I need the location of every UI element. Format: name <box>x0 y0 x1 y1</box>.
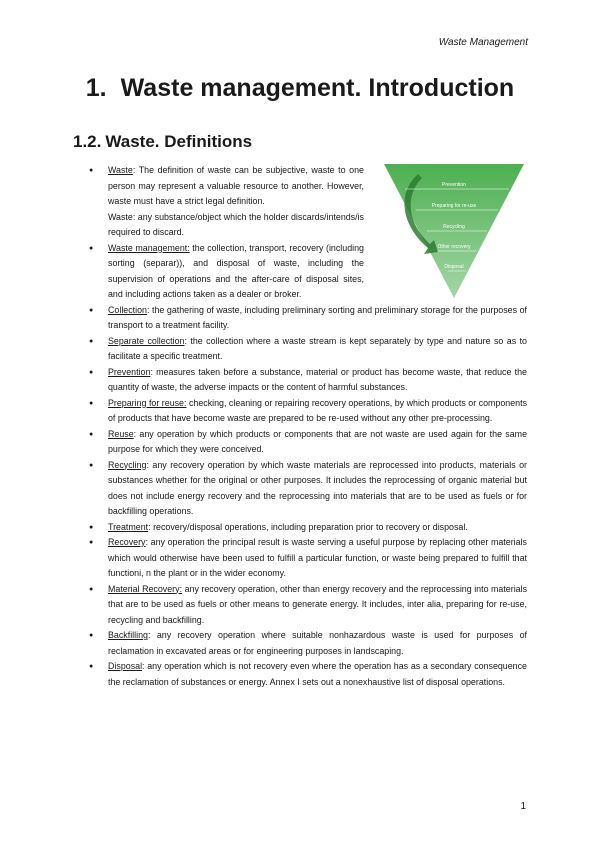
definition-term: Preparing for reuse: <box>108 397 187 408</box>
chapter-number: 1. <box>85 74 107 102</box>
definition-term: Material Recovery: <box>108 583 183 594</box>
definition-text: the collection where a waste stream is kept separately by type and nature so as to facilitate a specific treatment. <box>108 335 527 361</box>
definition-item <box>89 582 527 629</box>
hierarchy-level-label: Disposal <box>444 264 464 270</box>
definition-item <box>89 458 527 520</box>
hierarchy-level-label: Prevention <box>442 182 466 188</box>
section-heading-text: Waste. Definitions <box>105 132 253 151</box>
section-number: 1.2. <box>73 132 102 151</box>
definition-extra: Waste: any substance/object which the holder discards/intends/is required to discard. <box>108 211 364 237</box>
definition-item <box>89 396 527 427</box>
page-number: 1 <box>520 801 526 812</box>
definition-separator: : <box>146 459 153 470</box>
running-header: Waste Management <box>438 37 528 48</box>
definition-separator: : <box>148 521 154 532</box>
definition-separator: : <box>133 428 140 439</box>
definition-term: Backfilling <box>108 630 148 640</box>
definition-text: measures taken before a substance, material or product has become waste, that reduce the quantity of waste, the adverse impacts or the content of harmful substances. <box>108 366 527 392</box>
definition-separator: : <box>146 304 152 315</box>
definition-item <box>89 163 364 241</box>
definition-text: any operation by which products or components that are not waste are used again for the same purpose for which they were conceived. <box>108 428 528 454</box>
definition-item <box>89 628 527 659</box>
definition-text: any recovery operation where suitable nonhazardous waste is used for purposes of reclamation in excavated areas or for engineering purposes in landscaping. <box>108 630 527 656</box>
chapter-title <box>0 74 600 103</box>
definition-separator: : <box>142 661 148 671</box>
section-heading <box>73 132 252 152</box>
definition-term: Waste management: <box>108 242 190 253</box>
definition-separator: : <box>147 630 157 640</box>
definition-item <box>89 427 527 458</box>
definition-text: any operation the principal result is waste serving a useful purpose by replacing other materials which would otherwise have been used to fulfill a particular function, or waste being prepared to fulfill that functioni, n the plant or in the wider economy. <box>108 537 527 578</box>
definition-text: the gathering of waste, including preliminary sorting and preliminary storage for the purposes of transport to a treatment facility. <box>108 304 527 330</box>
definition-text: checking, cleaning or repairing recovery operations, by which products or components of products that have become waste are prepared to be re-used without any other pre-processing. <box>108 397 528 423</box>
definition-separator: : <box>184 335 191 346</box>
definition-text: any operation which is not recovery even where the operation has as a secondary consequence the reclamation of substances or energy. Annex I sets out a nonexhaustive list of disposal operations. <box>108 661 527 687</box>
definition-text: The definition of waste can be subjective, waste to one person may represent a valuable resource to another. However, waste must have a strict legal definition. <box>108 165 364 206</box>
definition-item <box>89 303 527 334</box>
definition-item <box>89 535 527 582</box>
definition-term: Treatment <box>108 521 149 532</box>
definition-item <box>89 659 527 690</box>
definition-text: recovery/disposal operations, including preparation prior to recovery or disposal. <box>153 521 468 532</box>
definition-term: Recovery <box>108 537 146 547</box>
definition-term: Disposal <box>108 661 143 671</box>
chapter-title-text: Waste management. Introduction <box>120 74 515 102</box>
hierarchy-level-label: Other recovery <box>437 244 471 250</box>
definition-item <box>89 241 364 303</box>
definition-separator: : <box>150 366 157 377</box>
definition-text: any recovery operation by which waste materials are reprocessed into products, materials or substances whether for the original or other purposes. It includes the reprocessing of organic material but does not include energy recovery and the reprocessing into materials that are to be used as fuels or for backfilling operations. <box>108 459 527 516</box>
definition-text: any recovery operation, other than energy recovery and the reprocessing into materials that are to be used as fuels or other means to generate energy. It includes, inter alia, preparing for re-use, recycling and backfilling. <box>108 583 528 625</box>
definitions-list <box>89 163 527 690</box>
definition-item <box>89 334 527 365</box>
definition-text: the collection, transport, recovery (including sorting (separar)), and disposal of waste, including the supervision of operations and the after-care of disposal sites, and including actions taken as a dealer or broker. <box>108 242 364 299</box>
definition-separator: : <box>132 165 139 175</box>
definition-item <box>89 520 527 536</box>
hierarchy-level-label: Preparing for re-use <box>431 203 477 209</box>
definition-term: Recycling <box>108 459 147 470</box>
definition-term: Waste <box>108 165 133 175</box>
definition-term: Prevention <box>108 366 151 377</box>
definition-separator: : <box>145 537 151 547</box>
definition-term: Collection <box>108 304 147 315</box>
definition-term: Separate collection <box>108 335 185 346</box>
definition-item <box>89 365 527 396</box>
hierarchy-level-label: Recycling <box>443 224 465 230</box>
definition-term: Reuse <box>108 428 134 439</box>
